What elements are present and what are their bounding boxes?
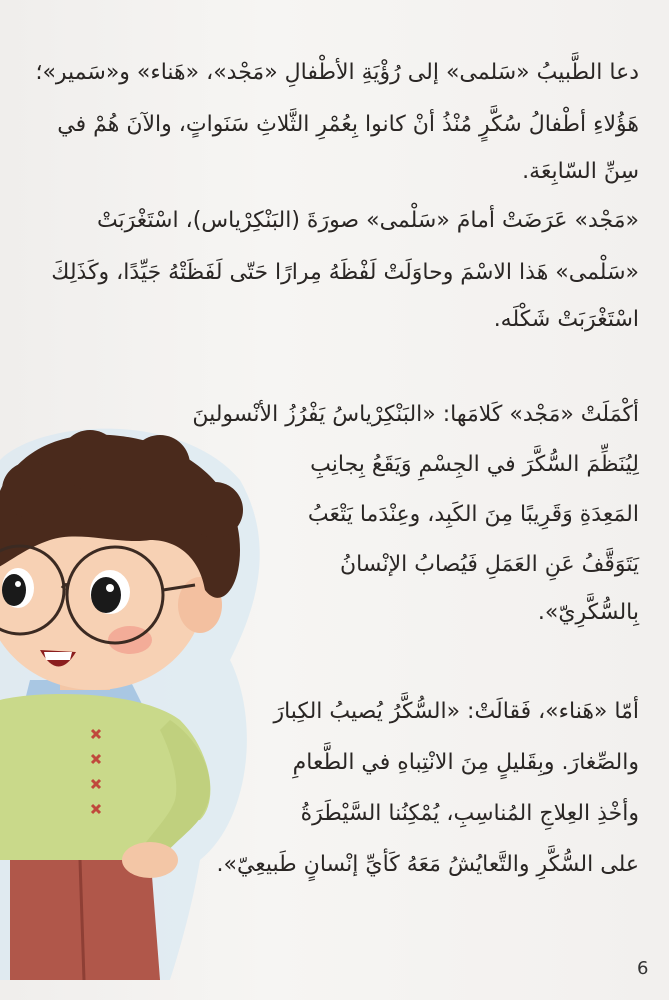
text-line: أكْمَلَتْ «مَجْد» كَلامَها: «البَنْكِرْياسُ يَفْرُزُ الأنْسولينَ (192, 402, 639, 427)
text-line: لِيُنَظِّمَ السُّكَّرَ في الجِسْمِ وَيَقَعُ بِجانِبِ (310, 452, 639, 477)
text-line: «سَلْمى» هَذا الاسْمَ وحاوَلَتْ لَفْظَهُ مِرارًا حَتّى لَفَظَتْهُ جَيِّدًا، وكَذَلِكَ (51, 260, 639, 285)
text-line: أمّا «هَناء»، فَقالَتْ: «السُّكَّرُ يُصيبُ الكِبارَ (273, 699, 639, 724)
text-line: دعا الطَّبيبُ «سَلمى» إلى رُؤْيَةِ الأطْفالِ «مَجْد»، «هَناء» و«سَمير»؛ (35, 60, 639, 85)
text-line: على السُّكَّرِ والتَّعايُشُ مَعَهُ كَأيِّ إنْسانٍ طَبيعِيّ». (216, 852, 639, 877)
text-line: سِنِّ السّابِعَة. (522, 159, 639, 184)
text-line: بِالسُّكَّرِيّ». (537, 600, 639, 625)
text-line: والصِّغارَ. وبِقَليلٍ مِنَ الانْتِباهِ في الطَّعامِ (292, 750, 639, 775)
text-line: المَعِدَةِ وَقَرِيبًا مِنَ الكَبِد، وعِنْدَما يَتْعَبُ (307, 502, 639, 527)
text-line: يَتَوَقَّفُ عَنِ العَمَلِ فَيُصابُ الإنْسانُ (340, 552, 639, 577)
text-line: هَؤُلاءِ أطْفالُ سُكَّرٍ مُنْذُ أنْ كانوا بِعُمْرِ الثَّلاثِ سَنَواتٍ، والآنَ هُمْ في (57, 112, 639, 137)
text-line: اسْتَغْرَبَتْ شَكْلَه. (493, 307, 639, 332)
text-line: «مَجْد» عَرَضَتْ أمامَ «سَلْمى» صورَةَ (البَنْكِرْياس)، اسْتَغْرَبَتْ (96, 208, 639, 233)
boy-illustration (0, 420, 270, 980)
page-number: 6 (637, 958, 649, 979)
text-line: وأخْذِ العِلاجِ المُناسِبِ، يُمْكِنُنا السَّيْطَرَةُ (300, 801, 639, 826)
